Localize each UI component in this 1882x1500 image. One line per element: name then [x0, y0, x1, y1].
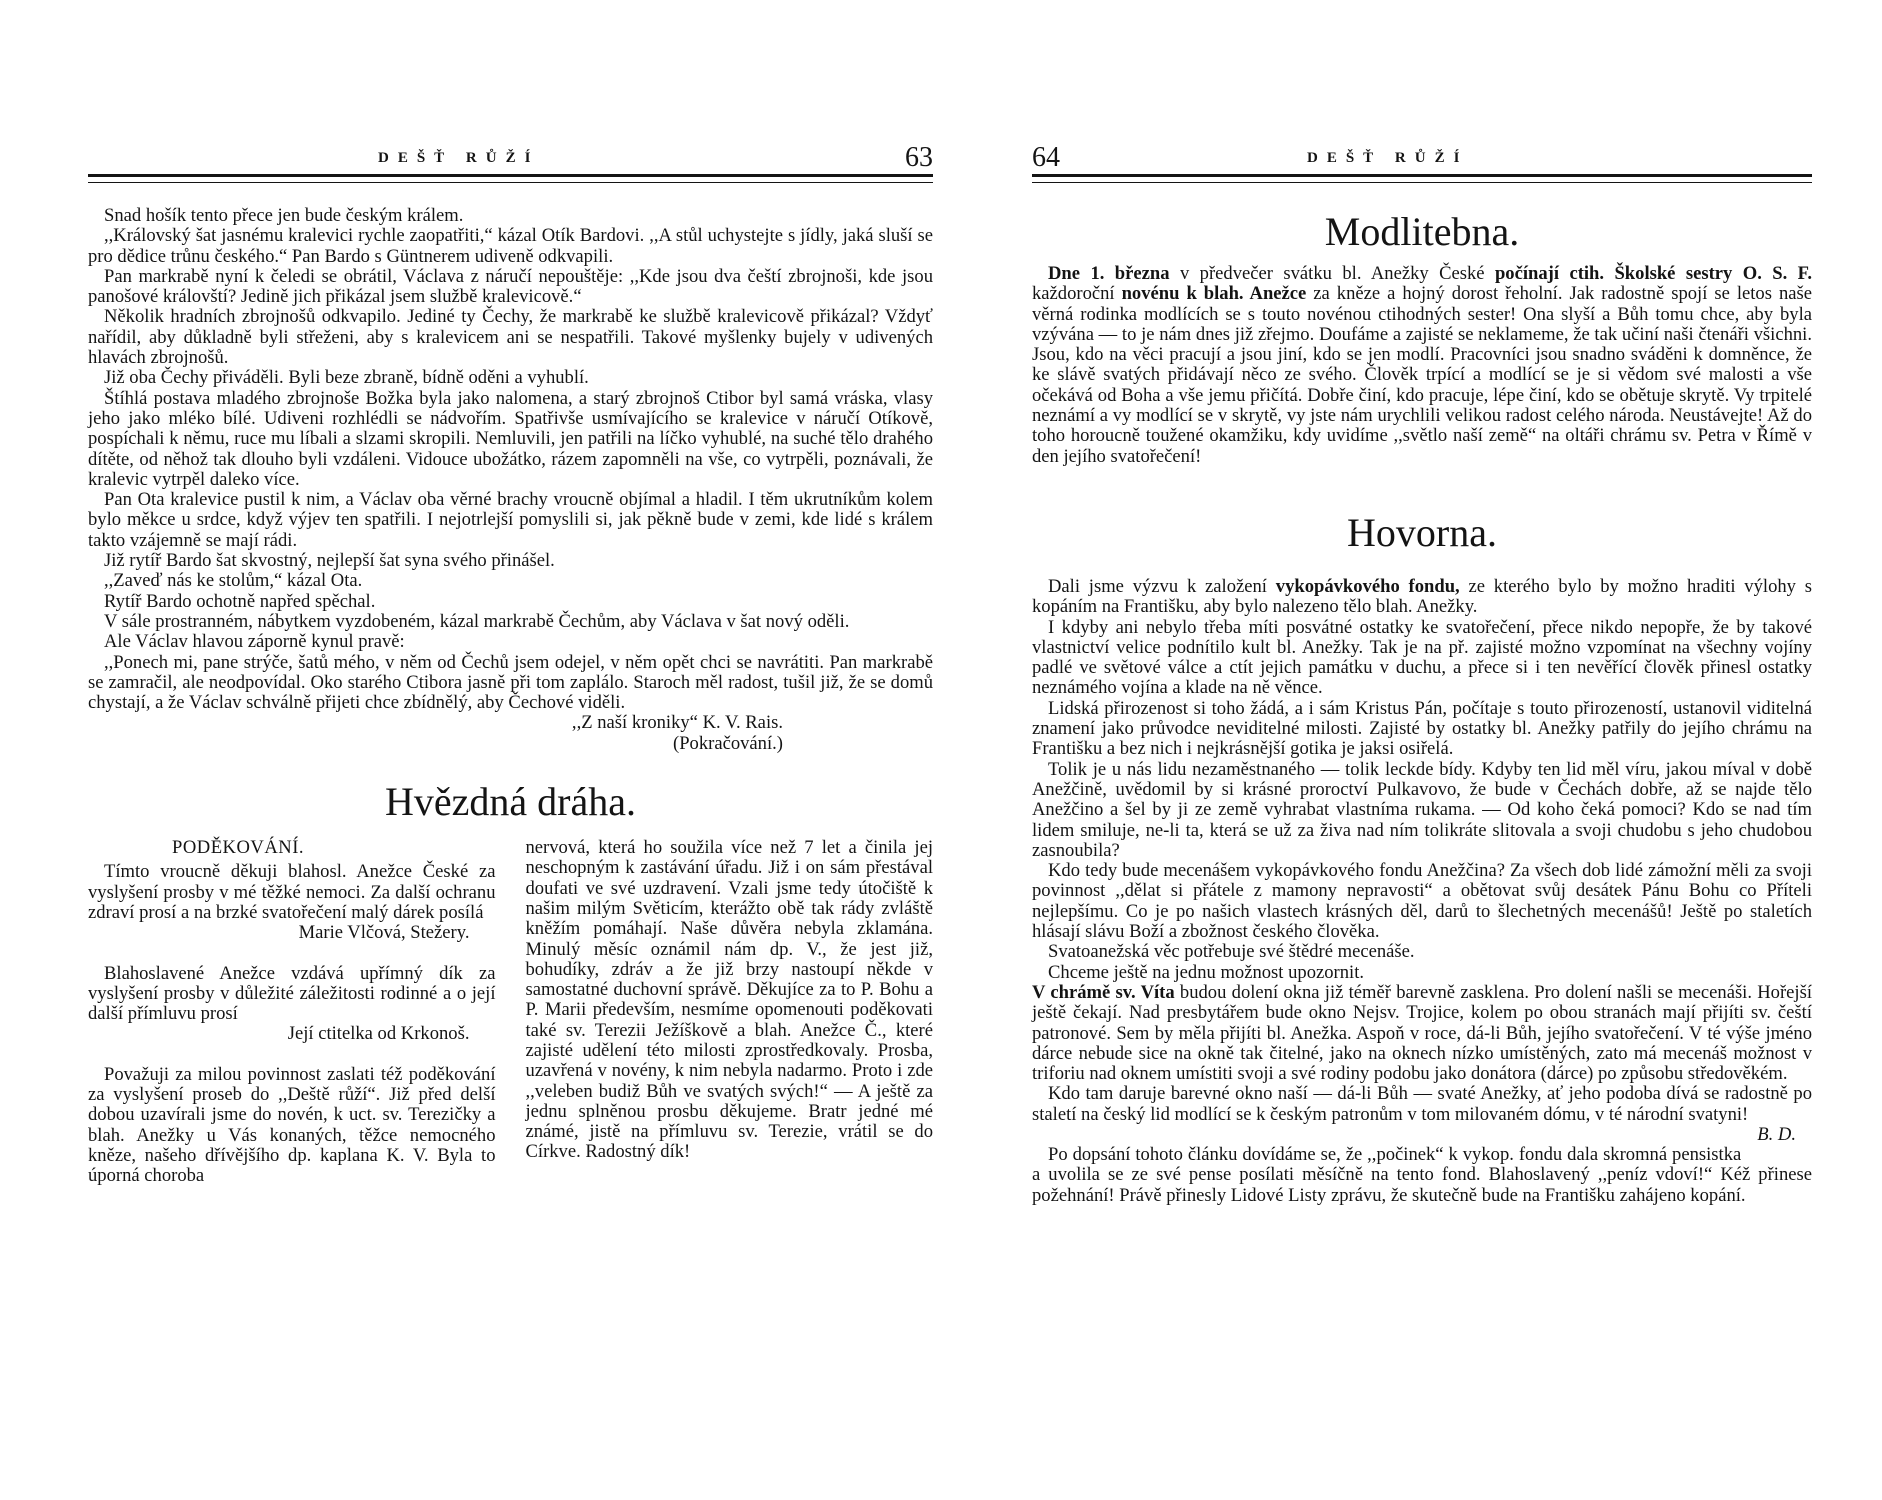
- thanks-paragraph: Blahoslavené Anežce vzdává upřímný dík za vyslyšení prosby v důležité záležitosti rodinné a o její další přímluvu prosí: [88, 962, 496, 1025]
- page-number: 63: [905, 142, 933, 173]
- bold-text: počínají ctih. Školské sestry O. S. F.: [1494, 263, 1812, 284]
- running-head: [1032, 142, 1812, 178]
- bold-text: novénu k blah. Anežce: [1121, 283, 1307, 305]
- subheading: PODĚKOVÁNÍ.: [172, 837, 305, 859]
- hovorna-paragraph: [1032, 983, 1812, 1084]
- text-run: za kněze a hojný dorost řeholní. Jak radostně spojí se letos naše věrná rodinka modlících se s touto novénou ctihodných sester! Ona slyší a Bůh tomu chce, aby byla vzývána — to je nám dnes již zřejmo. Doufáme a zajisté se neklameme, že tak učiní naši čtenáři všichni. Jsou, kdo na věci pracují a jsou jiní, kdo se jen modlí. Pracovníci jsou snadno sváděni k domněnce, že ke slávě svatých přidávají něco ze svého. Člověk trpící a modlící se je si vědom své malosti a vše očekává od Boha a vše jemu přičítá. Dobře činí, kdo pracuje, lépe činí, kdo se obětuje skrytě. Vy trpitelé neznámí a vy modlící se v skrytě, vy jste nám urychlili velikou radost celého národa. Neustávejte! Až do toho horoucně toužené okamžiku, kdy uvidíme ,,světlo naší země“ na oltáři chrámu sv. Petra v Římě v den jejího svatořečení!: [1032, 283, 1812, 467]
- right-text-block: [1032, 206, 1812, 1206]
- hovorna-paragraph: [1032, 1083, 1812, 1145]
- story-continued: (Pokračování.): [673, 732, 783, 754]
- story-paragraph: ,,Zaveď nás ke stolům,“ kázal Ota.: [104, 570, 363, 592]
- section-title: Hvězdná dráha.: [385, 779, 636, 825]
- story-paragraph: Štíhlá postava mladého zbrojnoše Božka byla jako nalomena, a starý zbrojnoš Ctibor byl samá vráska, vlasy jeho jako mléko bílé. Udiveni rozhlédli se nádvořím. Spatřivše usmívajícího se kralevice v náručí Otíkově, pospíchali k němu, ruce mu líbali a slzami skropili. Nemluvili, jen patřili na líčko vyhublé, na suché tělo drahého dítěte, od něhož tak dlouho byli vzdáleni. Vidouce ubožátko, rázem zapomněli na vše, co vytrpěli, poznávali, že kralevic vytrpěl daleko více.: [88, 387, 933, 490]
- column-right: [526, 838, 934, 1186]
- story-paragraph: Snad hošík tento přece jen bude českým králem.: [104, 205, 464, 226]
- thanks-paragraph: Tímto vroucně děkuji blahosl. Anežce České za vyslyšení prosby v mé těžké nemoci. Za další ochranu zdraví prosí a na brzké svatořečení malý dárek posílá: [88, 861, 496, 923]
- story-paragraph: Pan Ota kralevice pustil k nim, a Václav oba věrné brachy vroucně objímal a hladil. I těm ukrutníkům kolem bylo měkce u srdce, když výjev ten spatřili. I nejotrlejší pomyslili si, jak pěkně bude v zemi, kde lidé s králem takto vzájemně se mají rádi.: [88, 489, 933, 551]
- bold-text: Dne 1. března: [1048, 263, 1170, 284]
- hovorna-paragraph: Chceme ještě na jednu možnost upozornit.: [1048, 961, 1365, 983]
- hovorna-paragraph: Svatoanežská věc potřebuje své štědré mecenáše.: [1048, 941, 1415, 963]
- story-paragraph: ,,Královský šat jasnému kralevici rychle zaopatřiti,“ kázal Otík Bardovi. ,,A stůl uchystejte s jídly, jaká sluší se pro dědice trůnu českého.“ Pan Bardo s Güntnerem udiveně odkvapili.: [88, 225, 933, 267]
- two-column-section: [88, 838, 933, 1186]
- bold-text: V chrámě sv. Víta: [1032, 981, 1175, 1003]
- running-title: DEŠŤ RŮŽÍ: [1307, 150, 1469, 166]
- thanks-paragraph: nervová, která ho soužila více než 7 let a činila jej neschopným k zastávání úřadu. Již i on sám přestával doufati ve své uzdravení. Vzali jsme tedy útočiště k našim milým Světicím, kterážto obě tak rády zvláště kněžím pomáhají. Naše důvěra nebyla zklamána. Minulý měsíc oznámil nám dp. V., že jest již, bohudíky, zdráv a že již brzy nastoupí někde v samostatné duchovní správě. Děkujíce za to P. Bohu a P. Marii především, nesmíme opomenouti poděkovati také sv. Terezii Ježíškově a blah. Anežce Č., které zajisté udělení této milosti zprostředkovaly. Prosba, uzavřená v novény, k nim nebyla nadarmo. Proto i zde ,,veleben budiž Bůh ve svatých svých!“ — A ještě za jednu splněnou prosbu děkujeme. Bratr jedné mé známé, jistě na přímluvu sv. Terezie, vrátil se do Církve. Radostný dík!: [525, 837, 933, 1163]
- story-paragraph: Rytíř Bardo ochotně napřed spěchal.: [104, 590, 376, 612]
- story-paragraph: Již rytíř Bardo šat skvostný, nejlepší šat syna svého přinášel.: [104, 550, 555, 572]
- story-paragraph: Ale Václav hlavou záporně kynul pravě:: [104, 631, 405, 653]
- section-title: Modlitebna.: [1324, 209, 1520, 254]
- hovorna-paragraph: I kdyby ani nebylo třeba míti posvátné ostatky ke svatořečení, přece nikdo nepopře, že by takové vlastnictví velice podnítilo kult bl. Anežky. Tak je na př. zajisté možno vzpomínat na všechny vojíny padlé ve světové válce a ctít jejich památku v duchu, a přece si i ten nevěřící člověk přinesl ostatky neznámého vojína a klade na ně věnce.: [1032, 616, 1812, 699]
- text-run: Dali jsme výzvu k založení: [1048, 575, 1276, 597]
- text-run: každoroční: [1032, 283, 1122, 305]
- section-title: Hovorna.: [1347, 509, 1497, 555]
- text-run: budou dolení okna již téměř barevně zasklena. Pro dolení našli se mecenáši. Hořejší ještě čekají. Nad presbytářem bude okno Nejsv. Trojice, kolem po obou stranách mají přijíti sv. čeští patronové. Sem by měla přijíti bl. Anežka. Aspoň v roce, dá-li Bůh, jejího svatořečení. V té výše jméno dárce nebude sice na okně tak čitelné, jako na oknech nízko umístěných, zato má mecenáš možnost v triforiu nad oknem umístiti svoji a své rodiny podobu jako donátora (dárce) po způsobu středověkém.: [1032, 981, 1812, 1085]
- story-paragraph: V sále prostranném, nábytkem vyzdobeném, kázal markrabě Čechům, aby Václava v šat nový oděli.: [104, 610, 850, 632]
- hovorna-paragraph: Tolik je u nás lidu nezaměstnaného — tolik leckde bídy. Kdyby ten lid měl víru, jakou míval v době Anežčině, uvědomil by si krásné proroctví Pulkavovo, že bude v Čechách dobře, až se najde tělo Anežčino a šel by ji ze země vyhrabat vlastníma rukama. — Od koho čeká pomoci? Kdo se nad tím lidem smiluje, ne-li ta, která se už za živa nad ním tolikráte slitovala a svoji chudobu s jeho chudobou zasnoubila?: [1032, 758, 1812, 861]
- signature: Její ctitelka od Krkonoš.: [287, 1023, 470, 1045]
- hovorna-paragraph: Lidská přirozenost si toho žádá, a i sám Kristus Pán, počítaje s touto přirozeností, ustanovil viditelná znamení jako průvodce neviditelné milosti. Zajisté by ostatky bl. Anežky patřily do jejího chrámu na Františku a bez nich i nejkrásnější gotika je jaksi osiřelá.: [1032, 697, 1812, 760]
- hovorna-paragraph: Po dopsání tohoto článku dovídáme se, že ,,počinek“ k vykop. fondu dala skromná pensistka a uvolila se ze své pense posílati měsíčně na tento fond. Blahoslavený ,,peníz vdoví!“ Kéž přinese požehnání! Právě přinesly Lidové Listy zprávu, že skutečně bude na Františku zahájeno kopání.: [1032, 1143, 1812, 1206]
- page-number: 64: [1032, 142, 1060, 173]
- running-head: [88, 142, 933, 178]
- story-source: ,,Z naší kroniky“ K. V. Rais.: [571, 712, 783, 734]
- header-rule: [88, 174, 933, 183]
- story-paragraph: Pan markrabě nyní k čeledi se obrátil, Václava z náručí nepouštěje: ,,Kde jsou dva čeští zbrojnoši, kde jsou panošové královští? Jedině jich přikázal jsem službě kralevicově.“: [88, 265, 933, 308]
- header-rule: [1032, 174, 1812, 183]
- story-paragraph: Několik hradních zbrojnošů odkvapilo. Jediné ty Čechy, že markrabě ke službě kralevicově přikázal? Vždyť nařídil, aby důkladně byli střeženi, aby s kralevicem ani se nespatřili. Takové myšlenky bujely v udivených hlavách zbrojnošů.: [88, 306, 933, 369]
- hovorna-paragraph: Kdo tedy bude mecenášem vykopávkového fondu Anežčina? Za všech dob lidé zámožní měli za svoji povinnost ,,dělat si přátele z mamony nepravosti“ a obětovat svůj desátek Pánu Bohu co Příteli nejlepšímu. Co je po našich vlastech krásných děl, darů to šlechetných mecenášů! Ještě po staletích hlásají slávu Boží a zbožnost českého člověka.: [1032, 860, 1812, 943]
- column-left: [88, 838, 496, 1186]
- running-title: DEŠŤ RŮŽÍ: [378, 150, 540, 166]
- right-page: [1032, 0, 1812, 1500]
- bold-text: vykopávkového fondu,: [1275, 575, 1460, 597]
- hovorna-paragraph: [1032, 577, 1812, 618]
- signature: Marie Vlčová, Stežery.: [298, 922, 470, 944]
- modlitebna-paragraph: [1032, 264, 1812, 467]
- text-run: ze kterého bylo by možno hraditi výlohy s kopáním na Františku, aby bylo nalezeno tělo blah. Anežky.: [1032, 575, 1812, 618]
- left-text-block: [88, 206, 933, 1186]
- signature: B. D.: [1757, 1123, 1796, 1145]
- text-run: Kdo tam daruje barevné okno naší — dá-li Bůh — svaté Anežky, ať jeho podoba dívá se radostně po staletí na český lid modlící se k českým patronům v tom milovaném dómu, v té národní svatyni!: [1032, 1083, 1812, 1125]
- story-paragraph: ,,Ponech mi, pane strýče, šatů mého, v něm od Čechů jsem odejel, v něm opět chci se navrátiti. Pan markrabě se zamračil, ale neodpovídal. Oko starého Ctibora jasně při tom zaplálo. Staroch měl radost, tušil již, že se domů chystají, a že Václav schválně přijeti chce zbídnělý, aby Čechové viděli.: [88, 651, 933, 714]
- text-run: v předvečer svátku bl. Anežky České: [1169, 263, 1495, 284]
- thanks-paragraph: Považuji za milou povinnost zaslati též poděkování za vyslyšení proseb do ,,Deště růží“. Již před delší dobou uzavírali jsme do novén, k uct. sv. Terezičky a blah. Anežky u Vás konaných, těžce nemocného kněze, našeho dřívějšího dp. kaplana K. V. Byla to úporná choroba: [88, 1063, 496, 1187]
- left-page: [88, 0, 933, 1500]
- story-paragraph: Již oba Čechy přiváděli. Byli beze zbraně, bídně oděni a vyhublí.: [104, 367, 589, 389]
